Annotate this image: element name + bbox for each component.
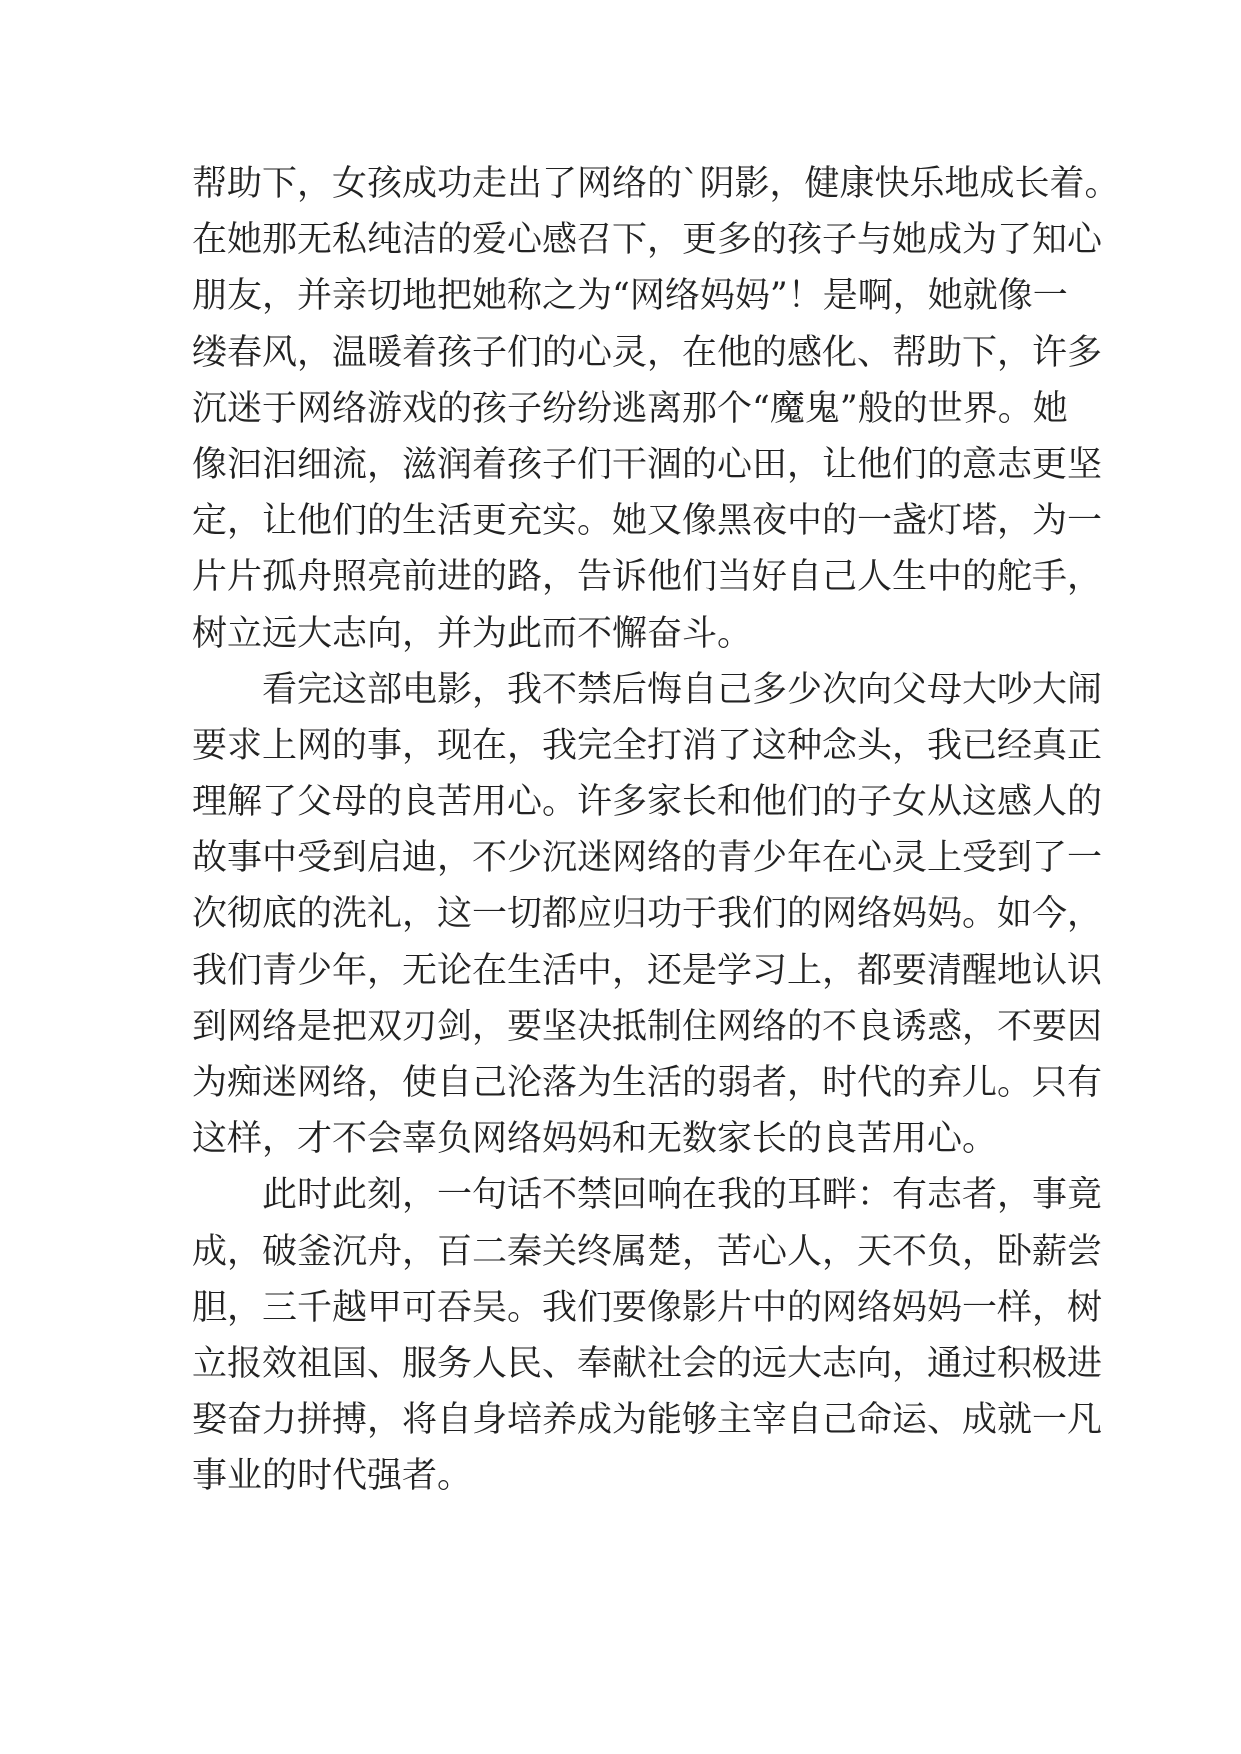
text-line: 树立远大志向，并为此而不懈奋斗。 (192, 613, 753, 654)
text-line: 立报效祖国、服务人民、奉献社会的远大志向，通过积极进 (192, 1343, 1103, 1384)
text-line: 在她那无私纯洁的爱心感召下，更多的孩子与她成为了知心 (192, 220, 1103, 261)
text-line: 次彻底的洗礼，这一切都应归功于我们的网络妈妈。如今， (192, 894, 1103, 935)
paragraph-first-line: 此时此刻，一句话不禁回响在我的耳畔：有志者，事竟 (262, 1175, 1103, 1216)
text-line: 为痴迷网络，使自己沦落为生活的弱者，时代的弃儿。只有 (192, 1063, 1103, 1103)
text-line: 故事中受到启迪，不少沉迷网络的青少年在心灵上受到了一 (192, 838, 1103, 879)
text-line: 娶奋力拼搏，将自身培养成为能够主宰自己命运、成就一凡 (192, 1400, 1103, 1441)
text-line: 胆，三千越甲可吞吴。我们要像影片中的网络妈妈一样，树 (192, 1287, 1103, 1328)
text-line: 这样，才不会辜负网络妈妈和无数家长的良苦用心。 (192, 1119, 998, 1160)
text-line: 像汩汩细流，滋润着孩子们干涸的心田，让他们的意志更坚 (192, 444, 1103, 485)
text-line: 朋友，并亲切地把她称之为“网络妈妈”！是啊，她就像一 (192, 276, 1068, 317)
text-line: 沉迷于网络游戏的孩子纷纷逃离那个“魔鬼”般的世界。她 (192, 388, 1068, 429)
text-line: 定，让他们的生活更充实。她又像黑夜中的一盏灯塔，为一 (192, 501, 1103, 542)
text-line: 我们青少年，无论在生活中，还是学习上，都要清醒地认识 (192, 950, 1103, 991)
text-line: 成，破釜沉舟，百二秦关终属楚，苦心人，天不负，卧薪尝 (192, 1231, 1103, 1272)
text-line: 到网络是把双刃剑，要坚决抵制住网络的不良诱惑，不要因 (192, 1006, 1103, 1047)
text-line: 事业的时代强者。 (192, 1456, 473, 1497)
text-line: 片片孤舟照亮前进的路，告诉他们当好自己人生中的舵手， (192, 557, 1103, 598)
body-text (192, 156, 1120, 1505)
paragraph-first-line: 看完这部电影，我不禁后悔自己多少次向父母大吵大闹 (262, 669, 1103, 710)
text-line: 缕春风，温暖着孩子们的心灵，在他的感化、帮助下，许多 (192, 332, 1103, 373)
text-line: 要求上网的事，现在，我完全打消了这种念头，我已经真正 (192, 725, 1103, 766)
text-line: 理解了父母的良苦用心。许多家长和他们的子女从这感人的 (192, 782, 1103, 823)
text-line: 帮助下，女孩成功走出了网络的`阴影，健康快乐地成长着。 (192, 164, 1120, 204)
